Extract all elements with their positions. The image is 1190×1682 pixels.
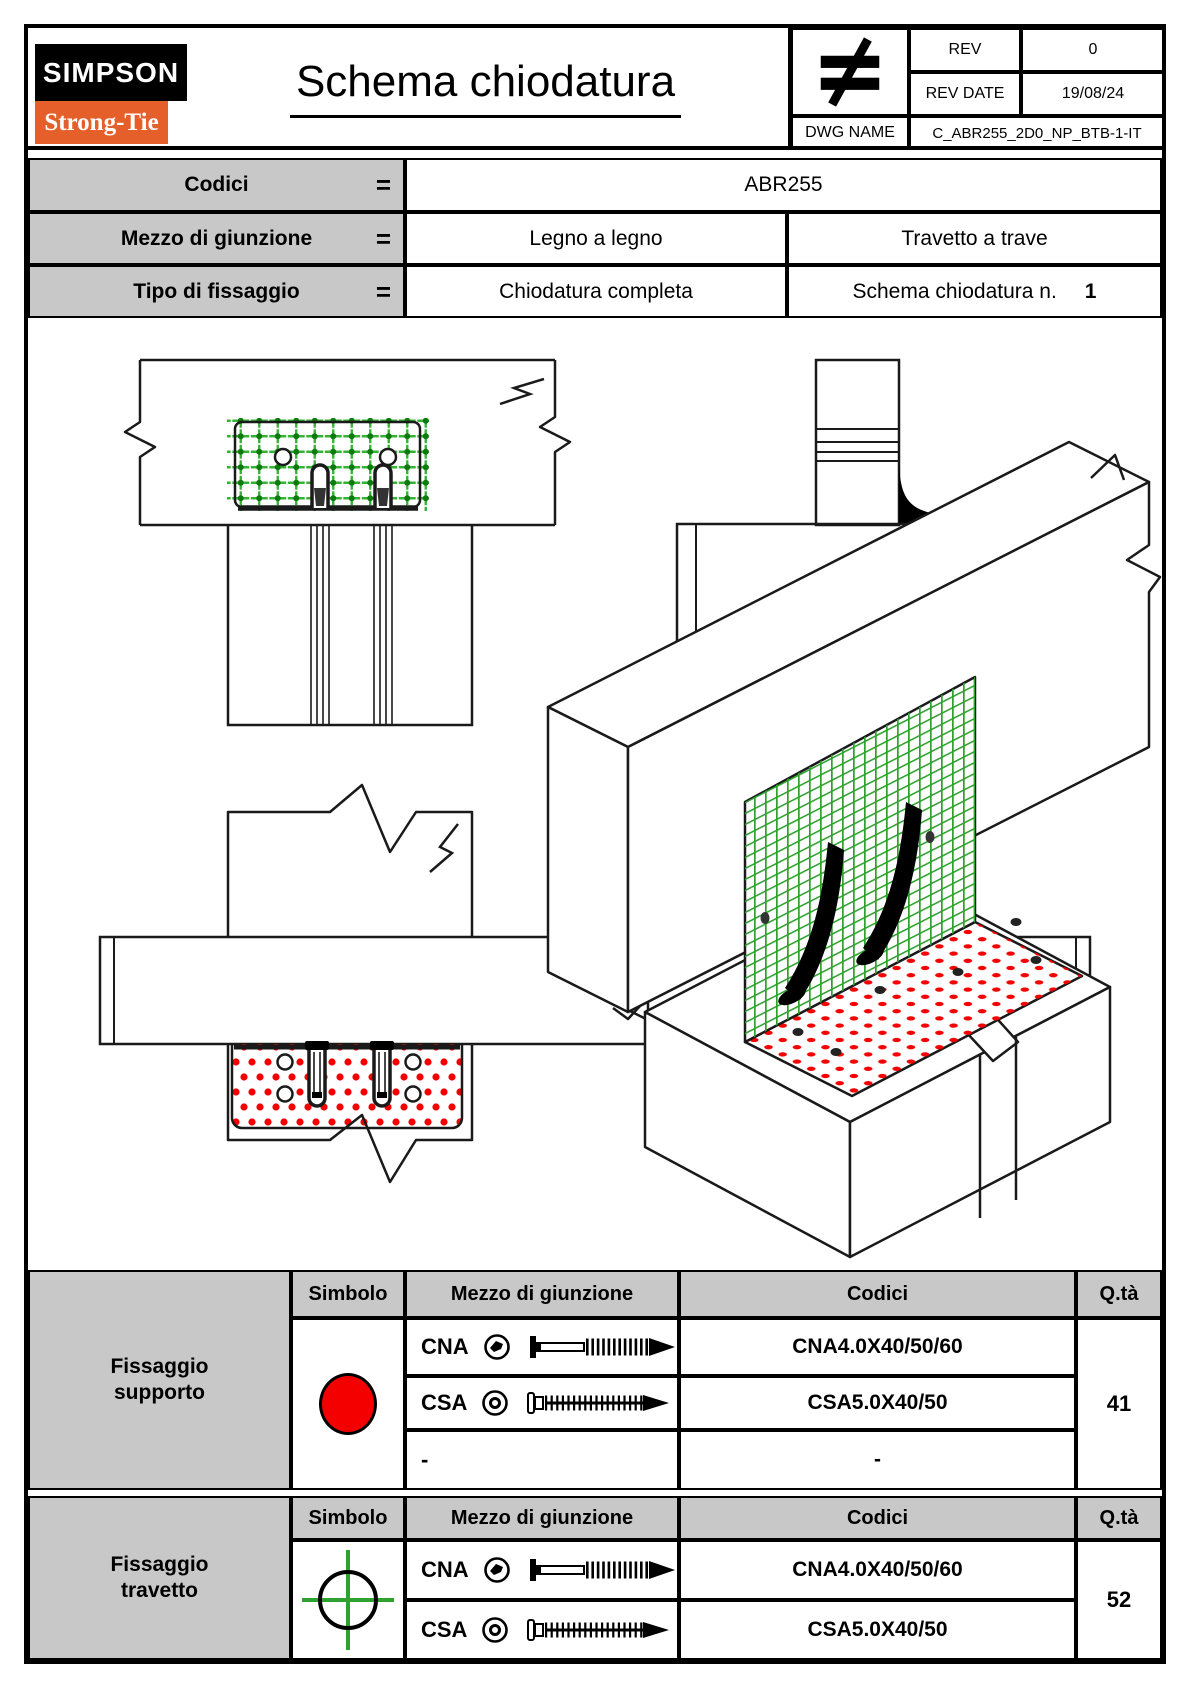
- mezzo-value-right: Travetto a trave: [787, 212, 1162, 265]
- logo-line2: Strong-Tie: [44, 108, 159, 136]
- code-cell: CSA5.0X40/50: [679, 1600, 1076, 1660]
- fastener-table-support: [28, 1270, 1162, 1490]
- csa-screw-icon: [525, 1616, 675, 1644]
- header-simbolo: Simbolo: [291, 1270, 405, 1318]
- support-red-dot-icon: [319, 1373, 377, 1435]
- view-trave-side: [125, 360, 570, 725]
- symbol-cell: [291, 1318, 405, 1490]
- group-cell: Fissaggio supporto: [28, 1270, 291, 1490]
- not-equal-icon: [811, 33, 889, 111]
- fastener-row-csa: CSA: [405, 1600, 679, 1660]
- cna-nail-icon: [527, 1556, 677, 1584]
- header-mezzo: Mezzo di giunzione: [405, 1496, 679, 1540]
- strongtie-logo: [35, 101, 168, 144]
- info-row-codici: [28, 158, 405, 212]
- csa-head-icon: [479, 1387, 511, 1419]
- info-row-fissaggio: [28, 265, 405, 318]
- rev-label: REV: [909, 28, 1021, 72]
- equals-sign: =: [375, 276, 391, 306]
- header-qta: Q.tà: [1076, 1270, 1162, 1318]
- nailing-diagrams: [28, 320, 1162, 1270]
- header-qta: Q.tà: [1076, 1496, 1162, 1540]
- fastener-row-empty: -: [405, 1430, 679, 1490]
- group-cell: Fissaggio travetto: [28, 1496, 291, 1660]
- cna-head-icon: [481, 1554, 513, 1586]
- schema-number: 1: [1084, 279, 1097, 303]
- code-cell: CNA4.0X40/50/60: [679, 1318, 1076, 1376]
- symbol-cell: [291, 1540, 405, 1660]
- codici-value: ABR255: [405, 158, 1162, 212]
- info-row-mezzo: [28, 212, 405, 265]
- equals-sign: =: [375, 223, 391, 253]
- code-cell: -: [679, 1430, 1076, 1490]
- cna-head-icon: [481, 1331, 513, 1363]
- projection-symbol-cell: [791, 28, 909, 116]
- rev-date-label: REV DATE: [909, 72, 1021, 116]
- code-cell: CNA4.0X40/50/60: [679, 1540, 1076, 1600]
- header-mezzo: Mezzo di giunzione: [405, 1270, 679, 1318]
- travetto-crosshair-icon: [298, 1546, 398, 1654]
- qty-cell: 52: [1076, 1540, 1162, 1660]
- fastener-table-travetto: [28, 1496, 1162, 1660]
- simpson-logo: [35, 44, 187, 101]
- header-codici: Codici: [679, 1270, 1076, 1318]
- codici-label: Codici: [184, 173, 249, 196]
- csa-screw-icon: [525, 1389, 675, 1417]
- sheet-border: [24, 24, 1166, 1664]
- view-isometric: [548, 442, 1160, 1257]
- revision-block: [788, 28, 1162, 146]
- mezzo-label: Mezzo di giunzione: [120, 226, 313, 250]
- beam-end-face: [548, 707, 628, 1012]
- break-symbol: [500, 379, 544, 404]
- fastener-row-csa: CSA: [405, 1376, 679, 1430]
- equals-sign: =: [375, 169, 391, 200]
- cna-nail-icon: [527, 1333, 677, 1361]
- qty-cell: 41: [1076, 1318, 1162, 1490]
- code-cell: CSA5.0X40/50: [679, 1376, 1076, 1430]
- fastener-row-cna: CNA: [405, 1540, 679, 1600]
- dwg-name-value: C_ABR255_2D0_NP_BTB-1-IT: [909, 116, 1165, 150]
- rev-value: 0: [1021, 28, 1165, 72]
- fissaggio-label: Tipo di fissaggio: [133, 279, 300, 303]
- title-block: [28, 28, 1162, 150]
- info-table: [28, 158, 1162, 318]
- fastener-row-cna: CNA: [405, 1318, 679, 1376]
- dwg-name-label: DWG NAME: [791, 116, 909, 150]
- fissaggio-value-left: Chiodatura completa: [405, 265, 787, 318]
- mezzo-value-left: Legno a legno: [405, 212, 787, 265]
- page-title: Schema chiodatura: [290, 57, 681, 118]
- header-simbolo: Simbolo: [291, 1496, 405, 1540]
- schema-number-cell: Schema chiodatura n. 1: [787, 265, 1162, 318]
- csa-head-icon: [479, 1614, 511, 1646]
- break-symbol: [430, 824, 458, 872]
- logo-line1: SIMPSON: [42, 56, 180, 88]
- rev-date-value: 19/08/24: [1021, 72, 1165, 116]
- header-codici: Codici: [679, 1496, 1076, 1540]
